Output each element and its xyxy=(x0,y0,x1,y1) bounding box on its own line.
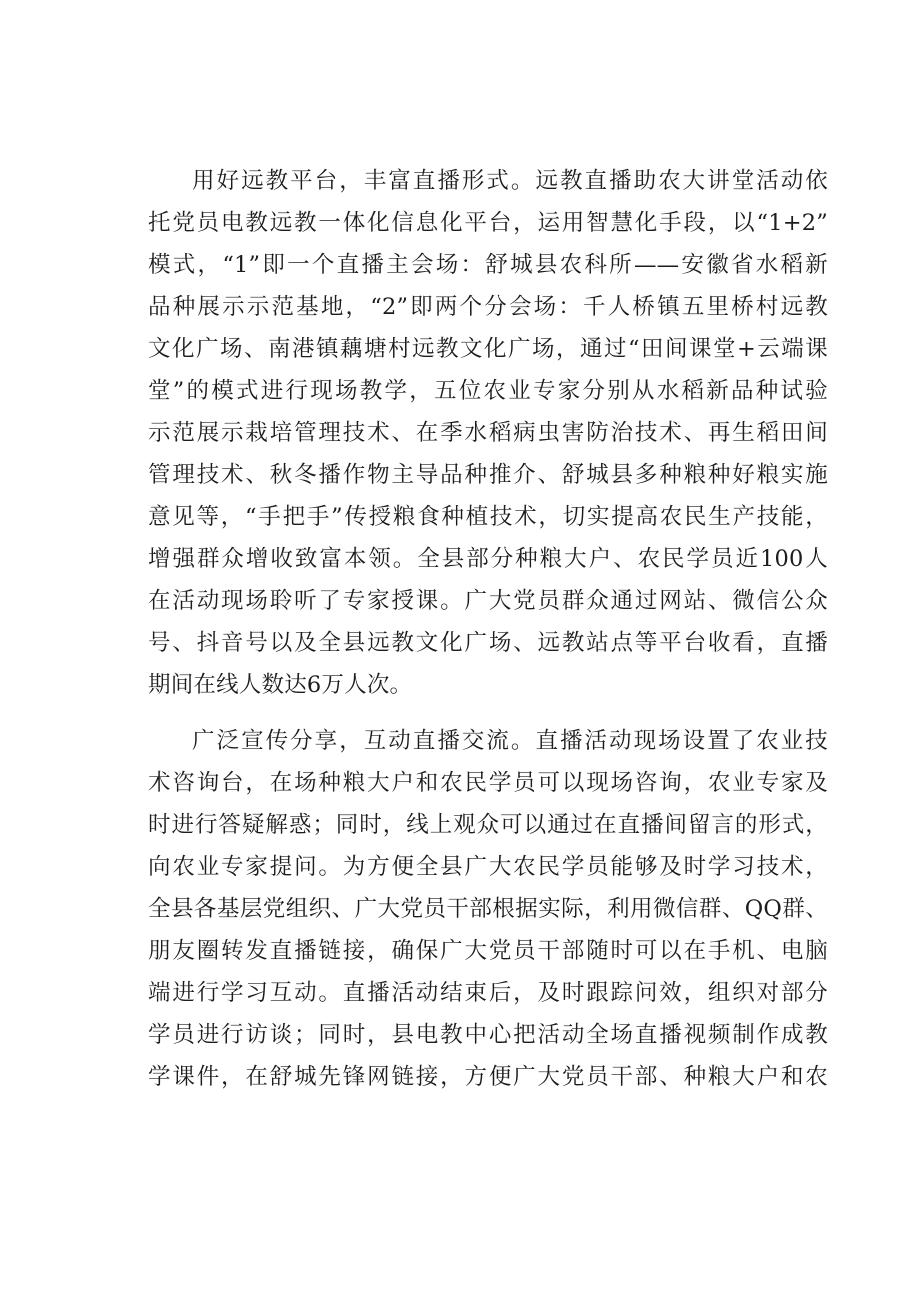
paragraph-line: 文化广场、南港镇藕塘村远教文化广场，通过“田间课堂+云端课 xyxy=(148,336,828,362)
paragraph-line: 学员进行访谈；同时，县电教中心把活动全场直播视频制作成教 xyxy=(148,1022,828,1048)
paragraph-line: 向农业专家提问。为方便全县广大农民学员能够及时学习技术， xyxy=(148,854,828,880)
paragraph-line: 广泛宣传分享，互动直播交流。直播活动现场设置了农业技 xyxy=(192,728,828,754)
paragraph-line: 托党员电教远教一体化信息化平台，运用智慧化手段，以“1+2” xyxy=(148,210,828,236)
paragraph-line: 学课件，在舒城先锋网链接，方便广大党员干部、种粮大户和农 xyxy=(148,1064,828,1090)
paragraph-line: 管理技术、秋冬播作物主导品种推介、舒城县多种粮种好粮实施 xyxy=(148,462,828,488)
paragraph-line: 增强群众增收致富本领。全县部分种粮大户、农民学员近100人 xyxy=(148,546,828,572)
paragraph-line: 用好远教平台，丰富直播形式。远教直播助农大讲堂活动依 xyxy=(192,168,828,194)
paragraph-line: 端进行学习互动。直播活动结束后，及时跟踪问效，组织对部分 xyxy=(148,980,828,1006)
paragraph-line: 全县各基层党组织、广大党员干部根据实际，利用微信群、QQ群、 xyxy=(148,896,828,922)
paragraph-line: 术咨询台，在场种粮大户和农民学员可以现场咨询，农业专家及 xyxy=(148,770,828,796)
paragraph-line: 品种展示示范基地，“2”即两个分会场：千人桥镇五里桥村远教 xyxy=(148,294,828,320)
paragraph-line: 在活动现场聆听了专家授课。广大党员群众通过网站、微信公众 xyxy=(148,588,828,614)
paragraph-line: 号、抖音号以及全县远教文化广场、远教站点等平台收看，直播 xyxy=(148,630,828,656)
paragraph-line: 期间在线人数达6万人次。 xyxy=(148,672,413,698)
paragraph-line: 示范展示栽培管理技术、在季水稻病虫害防治技术、再生稻田间 xyxy=(148,420,828,446)
paragraph-line: 朋友圈转发直播链接，确保广大党员干部随时可以在手机、电脑 xyxy=(148,938,828,964)
paragraph-line: 堂”的模式进行现场教学，五位农业专家分别从水稻新品种试验 xyxy=(148,378,828,404)
paragraph-line: 模式，“1”即一个直播主会场：舒城县农科所——安徽省水稻新 xyxy=(148,252,828,278)
paragraph-line: 意见等，“手把手”传授粮食种植技术，切实提高农民生产技能， xyxy=(148,504,828,530)
paragraph-line: 时进行答疑解惑；同时，线上观众可以通过在直播间留言的形式， xyxy=(148,812,828,838)
